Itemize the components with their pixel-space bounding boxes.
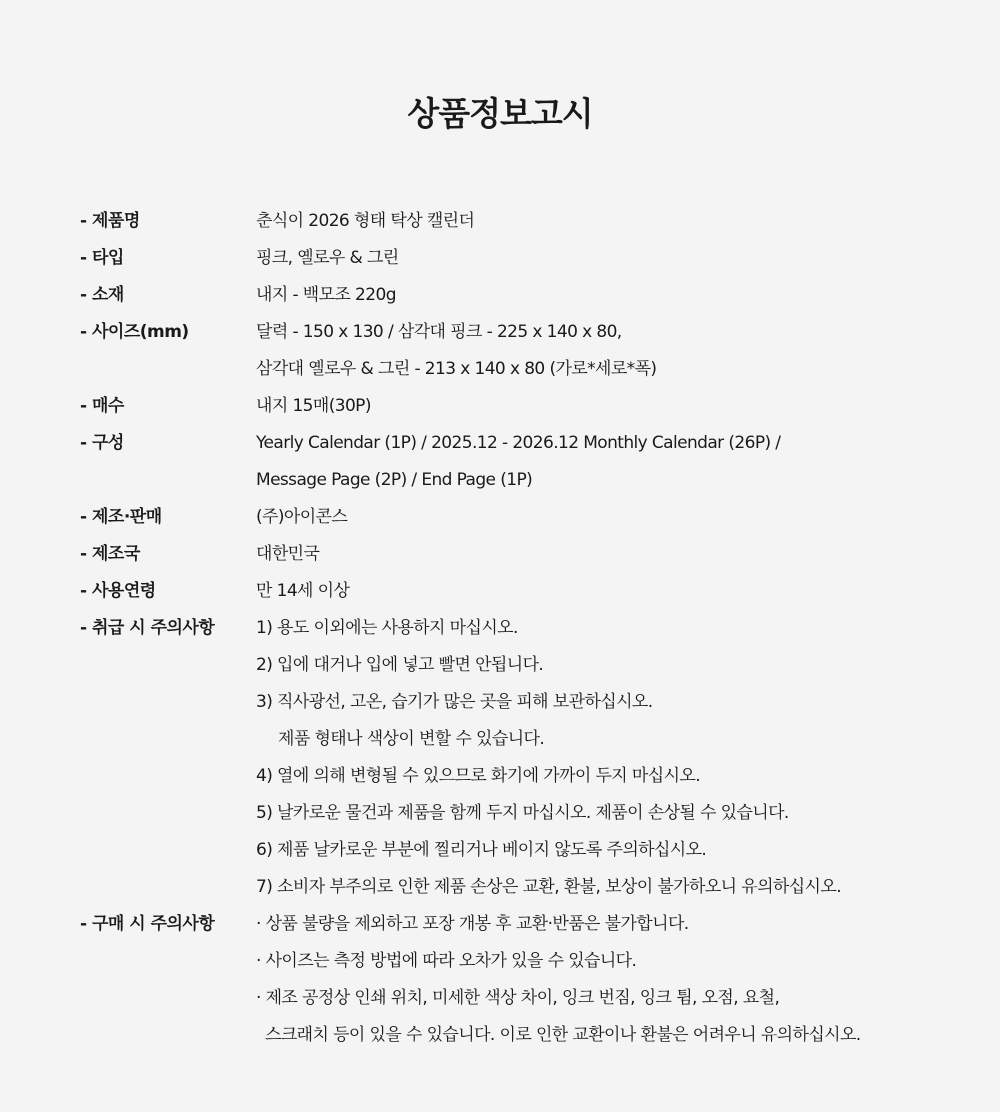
row-country-of-manufacture xyxy=(80,536,980,573)
row-product-name xyxy=(80,203,980,240)
row-values xyxy=(256,388,980,425)
row-label: - 취급 시 주의사항 xyxy=(80,618,215,638)
row-values xyxy=(256,536,980,573)
row-value: Message Page (2P) / End Page (1P) xyxy=(256,470,533,490)
page-title: 상품정보고시 xyxy=(407,94,593,133)
caution-item: 5) 날카로운 물건과 제품을 함께 두지 마십시오. 제품이 손상될 수 있습니다. xyxy=(256,803,789,823)
row-label: - 사용연령 xyxy=(80,581,156,601)
caution-item: 3) 직사광선, 고온, 습기가 많은 곳을 피해 보관하십시오. xyxy=(256,692,653,712)
row-value: 만 14세 이상 xyxy=(256,581,350,601)
row-value: 내지 15매(30P) xyxy=(256,396,371,416)
row-label: - 매수 xyxy=(80,396,124,416)
row-age xyxy=(80,573,980,610)
row-values xyxy=(256,314,980,388)
row-label: - 사이즈(mm) xyxy=(80,322,189,342)
row-values xyxy=(256,906,980,1054)
row-composition xyxy=(80,425,980,499)
row-material xyxy=(80,277,980,314)
row-value: 달력 - 150 x 130 / 삼각대 핑크 - 225 x 140 x 80, xyxy=(256,322,622,342)
row-purchase-cautions xyxy=(80,906,980,1054)
row-value: 춘식이 2026 형태 탁상 캘린더 xyxy=(256,211,475,231)
row-values xyxy=(256,610,980,906)
row-manufacturer-seller xyxy=(80,499,980,536)
row-label: - 타입 xyxy=(80,248,124,268)
caution-item: · 상품 불량을 제외하고 포장 개봉 후 교환·반품은 불가합니다. xyxy=(256,914,689,934)
row-value: (주)아이콘스 xyxy=(256,507,348,527)
info-table xyxy=(80,203,980,1054)
caution-item: 4) 열에 의해 변형될 수 있으므로 화기에 가까이 두지 마십시오. xyxy=(256,766,701,786)
row-value: 핑크, 옐로우 & 그린 xyxy=(256,248,399,268)
row-values xyxy=(256,499,980,536)
row-values xyxy=(256,203,980,240)
row-values xyxy=(256,240,980,277)
row-label: - 소재 xyxy=(80,285,124,305)
row-handling-cautions xyxy=(80,610,980,906)
row-label: - 구성 xyxy=(80,433,124,453)
row-label: - 제조국 xyxy=(80,544,140,564)
row-page-count xyxy=(80,388,980,425)
row-type xyxy=(80,240,980,277)
row-values xyxy=(256,425,980,499)
caution-item: 스크래치 등이 있을 수 있습니다. 이로 인한 교환이나 환불은 어려우니 유의하십시오. xyxy=(265,1025,861,1045)
caution-item: · 제조 공정상 인쇄 위치, 미세한 색상 차이, 잉크 번짐, 잉크 튐, 오점, 요철, xyxy=(256,988,780,1008)
row-label: - 제품명 xyxy=(80,211,140,231)
row-label: - 제조·판매 xyxy=(80,507,162,527)
row-value: 대한민국 xyxy=(256,544,320,564)
row-value: 내지 - 백모조 220g xyxy=(256,285,396,305)
caution-item: 6) 제품 날카로운 부분에 찔리거나 베이지 않도록 주의하십시오. xyxy=(256,840,707,860)
row-size xyxy=(80,314,980,388)
caution-item: 7) 소비자 부주의로 인한 제품 손상은 교환, 환불, 보상이 불가하오니 유의하십시오. xyxy=(256,877,842,897)
row-value: 삼각대 옐로우 & 그린 - 213 x 140 x 80 (가로*세로*폭) xyxy=(256,359,657,379)
row-values xyxy=(256,277,980,314)
row-values xyxy=(256,573,980,610)
caution-item: 1) 용도 이외에는 사용하지 마십시오. xyxy=(256,618,518,638)
caution-item: · 사이즈는 측정 방법에 따라 오차가 있을 수 있습니다. xyxy=(256,951,637,971)
row-value: Yearly Calendar (1P) / 2025.12 - 2026.12 Monthly Calendar (26P) / xyxy=(256,433,781,453)
caution-item: 2) 입에 대거나 입에 넣고 빨면 안됩니다. xyxy=(256,655,544,675)
row-label: - 구매 시 주의사항 xyxy=(80,914,215,934)
caution-item: 제품 형태나 색상이 변할 수 있습니다. xyxy=(278,729,545,749)
